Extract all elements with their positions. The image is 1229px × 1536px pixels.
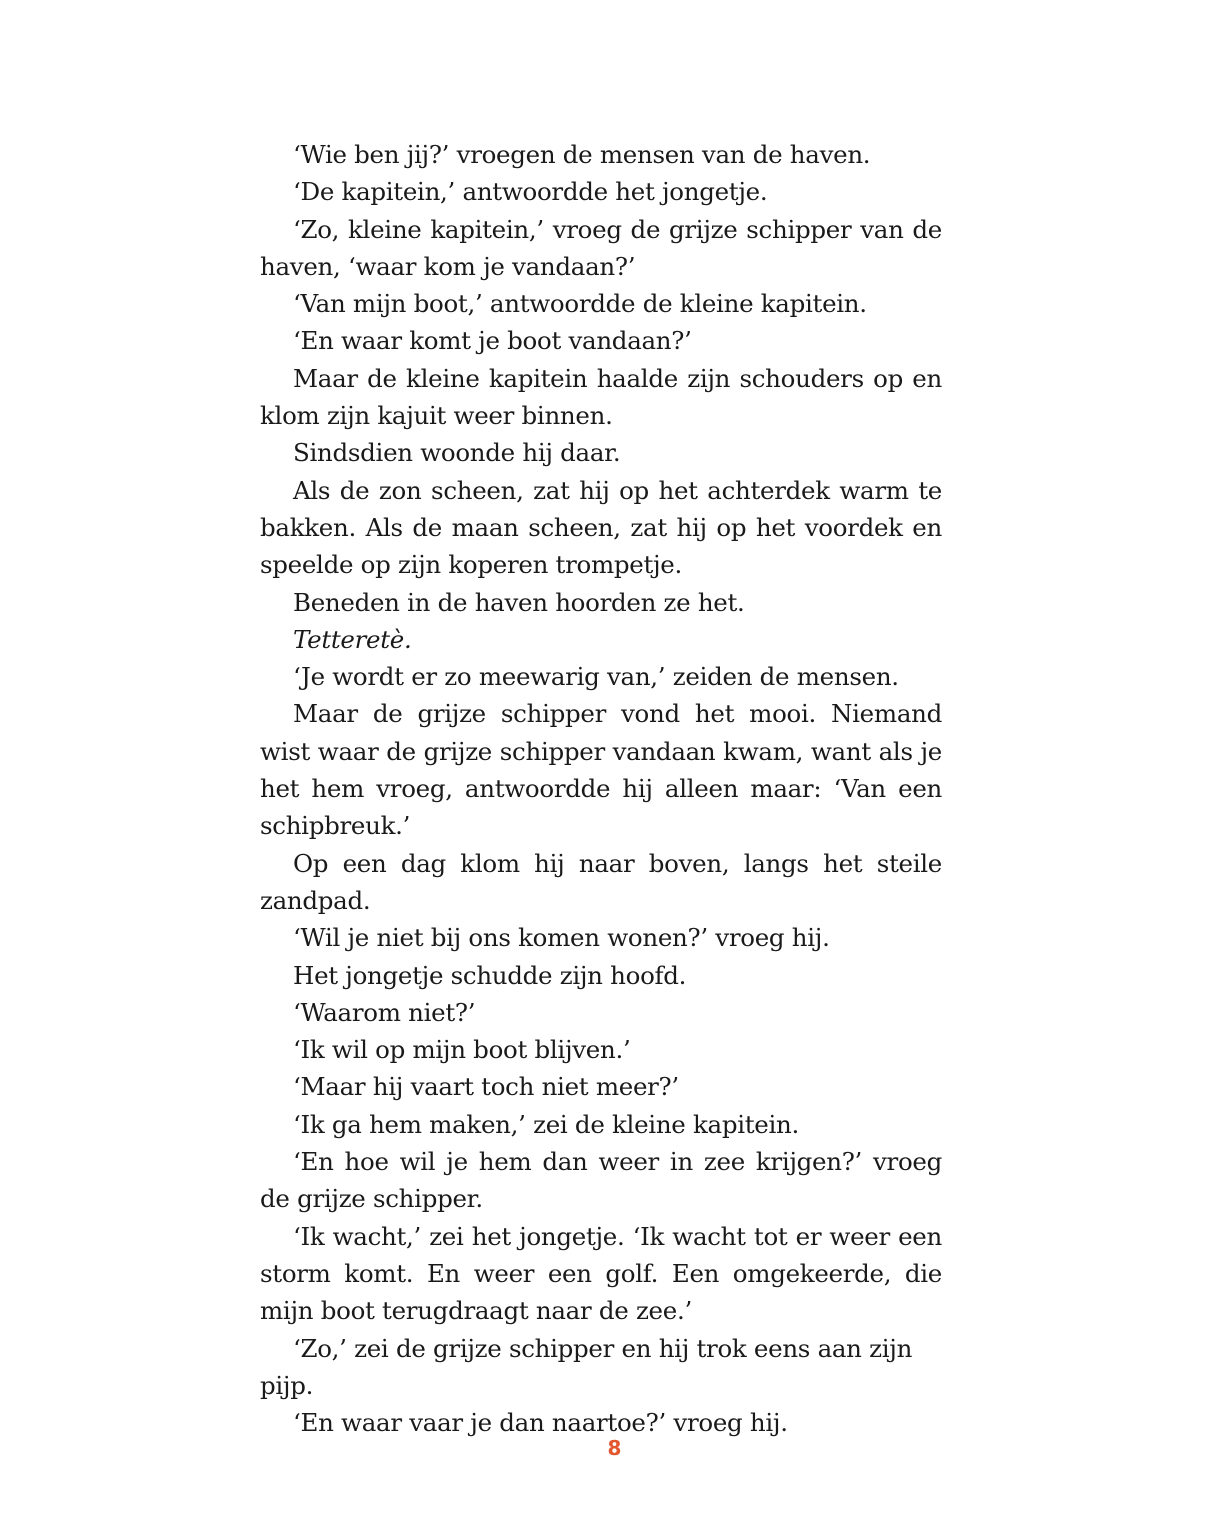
paragraph: ‘Ik wacht,’ zei het jongetje. ‘Ik wacht tot er weer een storm komt. En weer een golf. Een omgekeerde, die mijn boot terugdraagt naar de zee.’ bbox=[260, 1221, 942, 1326]
paragraph: ‘En waar komt je boot vandaan?’ bbox=[293, 326, 692, 356]
body-text bbox=[260, 136, 942, 1441]
paragraph: ‘Wil je niet bij ons komen wonen?’ vroeg hij. bbox=[293, 923, 830, 953]
paragraph: Maar de grijze schipper vond het mooi. Niemand wist waar de grijze schipper vandaan kwam, want als je het hem vroeg, antwoordde hij alleen maar: ‘Van een schipbreuk.’ bbox=[260, 699, 942, 841]
paragraph: ‘De kapitein,’ antwoordde het jongetje. bbox=[293, 177, 768, 207]
paragraph: Beneden in de haven hoorden ze het. bbox=[293, 587, 745, 617]
paragraph: ‘Zo,’ zei de grijze schipper en hij trok eens aan zijn pijp. bbox=[260, 1333, 913, 1400]
paragraph: ‘Je wordt er zo meewarig van,’ zeiden de mensen. bbox=[293, 662, 899, 692]
paragraph: ‘En hoe wil je hem dan weer in zee krijgen?’ vroeg de grijze schipper. bbox=[260, 1147, 942, 1214]
paragraph: Sindsdien woonde hij daar. bbox=[293, 438, 621, 468]
paragraph: Maar de kleine kapitein haalde zijn schouders op en klom zijn kajuit weer binnen. bbox=[260, 363, 942, 431]
page-number: 8 bbox=[607, 1436, 622, 1460]
paragraph: ‘Maar hij vaart toch niet meer?’ bbox=[293, 1072, 679, 1102]
paragraph: Het jongetje schudde zijn hoofd. bbox=[293, 960, 687, 990]
paragraph: ‘Zo, kleine kapitein,’ vroeg de grijze schipper van de haven, ‘waar kom je vandaan?’ bbox=[260, 214, 942, 281]
paragraph: ‘Ik ga hem maken,’ zei de kleine kapitein. bbox=[293, 1109, 800, 1139]
paragraph: ‘Van mijn boot,’ antwoordde de kleine kapitein. bbox=[293, 289, 867, 319]
paragraph: ‘En waar vaar je dan naartoe?’ vroeg hij. bbox=[293, 1408, 788, 1438]
paragraph: Op een dag klom hij naar boven, langs het steile zandpad. bbox=[260, 848, 942, 915]
paragraph: ‘Ik wil op mijn boot blijven.’ bbox=[293, 1035, 631, 1065]
paragraph: ‘Waarom niet?’ bbox=[293, 997, 476, 1027]
paragraph-italic: Tetteretè. bbox=[293, 624, 412, 654]
paragraph: Als de zon scheen, zat hij op het achterdek warm te bakken. Als de maan scheen, zat hij op het voordek en speelde op zijn koperen trompetje. bbox=[260, 475, 942, 580]
paragraph: ‘Wie ben jij?’ vroegen de mensen van de haven. bbox=[293, 140, 871, 169]
